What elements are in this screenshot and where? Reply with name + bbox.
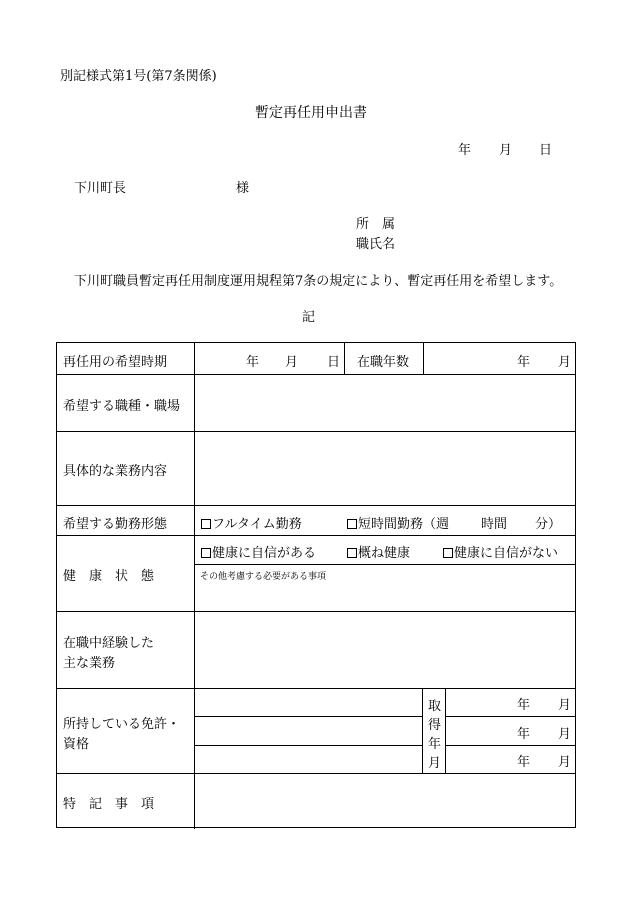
health-mostly-label: 概ね健康: [358, 546, 411, 561]
column-divider: [422, 688, 423, 773]
tenure-year[interactable]: 年: [517, 355, 531, 370]
license-field[interactable]: [195, 746, 421, 773]
license-field[interactable]: [195, 689, 421, 716]
row-divider: [57, 505, 575, 506]
checkbox-icon[interactable]: [347, 519, 357, 529]
acquired-month[interactable]: 月: [558, 727, 572, 742]
date-month-label: 月: [499, 143, 513, 158]
checkbox-icon[interactable]: [201, 548, 211, 558]
row-divider: [57, 535, 575, 536]
column-divider: [344, 343, 345, 374]
affiliation-label: 所 属: [356, 217, 396, 232]
health-not-label: 健康に自信がない: [454, 546, 559, 561]
statement-text: 下川町職員暫定再任用制度運用規程第7条の規定により、暫定再任用を希望します。: [74, 274, 563, 289]
experience-label-line2: 主な業務: [63, 656, 116, 671]
desired-period-year[interactable]: 年: [246, 355, 260, 370]
acquired-char: 年: [428, 737, 442, 752]
experience-field[interactable]: [195, 612, 575, 688]
health-confident-option[interactable]: [201, 542, 316, 561]
fulltime-option-label: フルタイム勤務: [212, 517, 302, 532]
ki-heading: 記: [302, 310, 316, 325]
work-style-label: 希望する勤務形態: [63, 517, 168, 532]
license-label-line1: 所持している免許・: [63, 717, 181, 732]
desired-period-label: 再任用の希望時期: [63, 355, 168, 370]
checkbox-icon[interactable]: [347, 548, 357, 558]
special-notes-label: 特 記 事 項: [63, 797, 155, 812]
addressee-honorific: 様: [236, 181, 250, 196]
desired-period-month[interactable]: 月: [285, 355, 299, 370]
fulltime-option[interactable]: [201, 513, 302, 532]
column-divider: [423, 343, 424, 374]
health-not-option[interactable]: [443, 542, 558, 561]
row-divider: [445, 716, 575, 717]
acquired-month[interactable]: 月: [558, 698, 572, 713]
row-divider: [445, 745, 575, 746]
column-divider: [445, 688, 446, 773]
health-other-note: その他考慮する必要がある事項: [200, 572, 327, 582]
name-label: 職氏名: [356, 237, 396, 252]
checkbox-icon[interactable]: [443, 548, 453, 558]
health-label: 健 康 状 態: [63, 569, 155, 584]
acquired-char: 得: [428, 718, 442, 733]
shorttime-hours-label: 時間: [481, 517, 508, 532]
form-title: 暫定再任用申出書: [255, 105, 367, 121]
tenure-label: 在職年数: [357, 355, 410, 370]
checkbox-icon[interactable]: [201, 519, 211, 529]
acquired-char: 取: [428, 699, 442, 714]
form-number: 別記様式第1号(第7条関係): [60, 69, 217, 84]
work-content-label: 具体的な業務内容: [63, 464, 168, 479]
health-confident-label: 健康に自信がある: [212, 546, 317, 561]
shorttime-minutes-label: 分）: [535, 517, 562, 532]
date-year-label: 年: [458, 143, 472, 158]
acquired-year[interactable]: 年: [517, 755, 531, 770]
acquired-month[interactable]: 月: [558, 755, 572, 770]
work-content-field[interactable]: [195, 432, 575, 505]
acquired-char: 月: [428, 756, 442, 771]
special-notes-field[interactable]: [195, 774, 575, 827]
desired-job-field[interactable]: [195, 375, 575, 431]
acquired-year[interactable]: 年: [517, 698, 531, 713]
desired-period-day[interactable]: 日: [327, 355, 341, 370]
shorttime-option[interactable]: [347, 513, 449, 532]
shorttime-option-label: 短時間勤務（週: [358, 517, 450, 532]
row-divider: [194, 564, 575, 565]
health-mostly-option[interactable]: [347, 542, 410, 561]
addressee-name: 下川町長: [74, 181, 127, 196]
desired-job-label: 希望する職種・職場: [63, 399, 181, 414]
application-table: [56, 342, 576, 828]
date-day-label: 日: [539, 143, 553, 158]
license-field[interactable]: [195, 717, 421, 744]
tenure-month[interactable]: 月: [558, 355, 572, 370]
experience-label-line1: 在職中経験した: [63, 636, 155, 651]
license-label-line2: 資格: [63, 737, 90, 752]
acquired-year[interactable]: 年: [517, 727, 531, 742]
